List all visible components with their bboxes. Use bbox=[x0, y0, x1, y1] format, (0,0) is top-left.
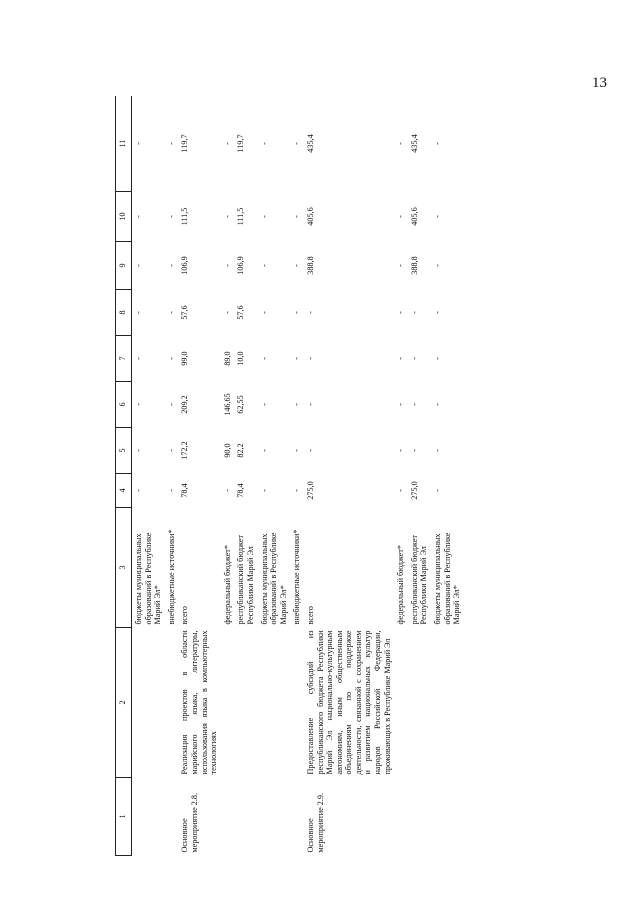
cell-source: бюджеты муниципальных образований в Республике Марий Эл* bbox=[259, 532, 288, 625]
cell-value: 435,4 bbox=[409, 134, 419, 153]
cell-value: - bbox=[259, 142, 269, 145]
cell-value: - bbox=[166, 142, 176, 145]
cell-value: 57,6 bbox=[180, 305, 190, 320]
cell-value: - bbox=[396, 311, 406, 314]
cell-description: Предоставление субсидий из республиканского бюджета Республики Марий Эл национально-культурным автономиям, иным общественным объединениям по поддержке деятельности, связанной с сохранением и развитием национальных культур народов Российской Федерации, проживающих в Республике Марий Эл bbox=[305, 630, 392, 775]
cell-value: - bbox=[409, 357, 419, 360]
cell-value: 82,2 bbox=[236, 443, 246, 458]
cell-value: - bbox=[433, 264, 443, 267]
header-row bbox=[116, 96, 132, 856]
cell-value: - bbox=[396, 215, 406, 218]
cell-value: - bbox=[222, 311, 232, 314]
cell-value: - bbox=[166, 489, 176, 492]
page-number: 13 bbox=[592, 75, 607, 91]
cell-value: - bbox=[305, 357, 315, 360]
col-header-1: 1 bbox=[116, 778, 132, 856]
cell-source: внебюджетные источники* bbox=[166, 529, 176, 625]
cell-activity bbox=[132, 778, 165, 856]
cell-activity: Основное мероприятие 2.8. bbox=[180, 792, 199, 853]
cell-value: - bbox=[305, 403, 315, 406]
cell-description bbox=[408, 628, 431, 778]
cell-value: - bbox=[433, 489, 443, 492]
cell-description bbox=[258, 628, 291, 778]
cell-value: 106,9 bbox=[180, 256, 190, 275]
table-row bbox=[178, 96, 220, 856]
cell-value: - bbox=[433, 142, 443, 145]
cell-activity bbox=[221, 778, 235, 856]
cell-source: республиканский бюджет Республики Марий Эл bbox=[236, 535, 255, 625]
cell-activity bbox=[408, 778, 431, 856]
cell-value: - bbox=[166, 311, 176, 314]
cell-activity bbox=[234, 778, 257, 856]
cell-value: - bbox=[166, 215, 176, 218]
cell-value: - bbox=[259, 215, 269, 218]
cell-source: бюджеты муниципальных образований в Республике Марий Эл* bbox=[134, 532, 163, 625]
cell-value: - bbox=[166, 449, 176, 452]
col-header-5: 5 bbox=[116, 428, 132, 474]
cell-source: бюджеты муниципальных образований в Республике Марий Эл* bbox=[433, 532, 462, 625]
col-header-9: 9 bbox=[116, 242, 132, 290]
cell-value: - bbox=[134, 449, 143, 452]
cell-value: - bbox=[305, 449, 315, 452]
cell-source: республиканский бюджет Республики Марий Эл bbox=[409, 535, 429, 625]
cell-value: - bbox=[396, 449, 406, 452]
cell-value: - bbox=[134, 142, 143, 145]
cell-value: - bbox=[433, 357, 443, 360]
cell-activity bbox=[394, 778, 408, 856]
cell-value: - bbox=[166, 403, 176, 406]
cell-value: - bbox=[222, 489, 232, 492]
cell-value: - bbox=[222, 215, 232, 218]
col-header-6: 6 bbox=[116, 382, 132, 428]
cell-value: 57,6 bbox=[236, 305, 246, 320]
cell-value: 209,2 bbox=[180, 395, 190, 414]
col-header-3: 3 bbox=[116, 508, 132, 628]
cell-value: - bbox=[259, 489, 269, 492]
cell-value: 146,65 bbox=[222, 393, 232, 416]
cell-value: - bbox=[259, 264, 269, 267]
cell-value: - bbox=[433, 403, 443, 406]
cell-description bbox=[431, 628, 464, 778]
cell-value: - bbox=[134, 489, 143, 492]
cell-value: - bbox=[396, 264, 406, 267]
cell-description: Реализация проектов в области марийского языка, литературы, использования языка в компьютерных технологиях bbox=[180, 630, 219, 775]
cell-activity bbox=[165, 778, 179, 856]
cell-activity bbox=[258, 778, 291, 856]
cell-value: 10,0 bbox=[236, 351, 246, 366]
cell-value: - bbox=[292, 264, 302, 267]
cell-value: 119,7 bbox=[236, 134, 246, 153]
cell-value: - bbox=[222, 264, 232, 267]
cell-value: 62,55 bbox=[236, 395, 246, 414]
cell-value: 90,0 bbox=[222, 443, 232, 458]
cell-value: - bbox=[433, 449, 443, 452]
cell-value: - bbox=[396, 489, 406, 492]
col-header-4: 4 bbox=[116, 474, 132, 508]
cell-value: 405,6 bbox=[305, 207, 315, 226]
cell-activity bbox=[431, 778, 464, 856]
cell-description bbox=[165, 628, 179, 778]
cell-description bbox=[290, 628, 304, 778]
cell-value: - bbox=[259, 403, 269, 406]
cell-source: федеральный бюджет* bbox=[222, 545, 232, 625]
cell-value: 275,0 bbox=[409, 481, 419, 500]
cell-description bbox=[221, 628, 235, 778]
cell-value: 388,8 bbox=[305, 256, 315, 275]
cell-value: - bbox=[166, 357, 176, 360]
cell-value: - bbox=[396, 403, 406, 406]
cell-description bbox=[234, 628, 257, 778]
cell-description bbox=[132, 628, 165, 778]
cell-value: - bbox=[166, 264, 176, 267]
cell-value: 435,4 bbox=[305, 134, 315, 153]
cell-value: - bbox=[222, 142, 232, 145]
cell-value: - bbox=[433, 215, 443, 218]
financing-table bbox=[115, 96, 464, 856]
cell-value: - bbox=[292, 142, 302, 145]
col-header-8: 8 bbox=[116, 290, 132, 336]
cell-value: - bbox=[409, 449, 419, 452]
cell-value: - bbox=[134, 357, 143, 360]
col-header-2: 2 bbox=[116, 628, 132, 778]
cell-value: - bbox=[259, 449, 269, 452]
cell-value: - bbox=[396, 357, 406, 360]
col-header-7: 7 bbox=[116, 336, 132, 382]
cell-value: - bbox=[433, 311, 443, 314]
cell-value: 106,9 bbox=[236, 256, 246, 275]
cell-value: 78,4 bbox=[236, 483, 246, 498]
cell-value: 78,4 bbox=[180, 483, 190, 498]
cell-value: - bbox=[396, 142, 406, 145]
table-row bbox=[290, 96, 304, 856]
cell-source: федеральный бюджет* bbox=[396, 545, 406, 625]
cell-value: - bbox=[292, 403, 302, 406]
cell-value: - bbox=[292, 489, 302, 492]
cell-value: - bbox=[292, 311, 302, 314]
table-row bbox=[132, 96, 165, 856]
cell-value: 111,5 bbox=[236, 207, 246, 226]
cell-value: - bbox=[292, 449, 302, 452]
cell-value: 275,0 bbox=[305, 481, 315, 500]
cell-value: - bbox=[134, 264, 143, 267]
cell-value: 405,6 bbox=[409, 207, 419, 226]
cell-value: 99,0 bbox=[180, 351, 190, 366]
cell-value: 388,8 bbox=[409, 256, 419, 275]
cell-source: внебюджетные источники* bbox=[292, 529, 302, 625]
cell-value: - bbox=[259, 311, 269, 314]
cell-value: - bbox=[292, 215, 302, 218]
cell-value: - bbox=[259, 357, 269, 360]
col-header-10: 10 bbox=[116, 192, 132, 242]
rotated-table-container bbox=[115, 96, 535, 856]
cell-value: 172,2 bbox=[180, 441, 190, 460]
cell-activity bbox=[290, 778, 304, 856]
table-row bbox=[258, 96, 291, 856]
table-row bbox=[234, 96, 257, 856]
cell-source: всего bbox=[305, 606, 315, 625]
cell-description bbox=[394, 628, 408, 778]
cell-value: 119,7 bbox=[180, 134, 190, 153]
cell-value: - bbox=[134, 215, 143, 218]
cell-value: 89,0 bbox=[222, 351, 232, 366]
table-row bbox=[431, 96, 464, 856]
table-row bbox=[304, 96, 394, 856]
cell-value: - bbox=[409, 403, 419, 406]
table-viewport bbox=[115, 96, 535, 856]
cell-source: всего bbox=[180, 606, 190, 625]
cell-value: - bbox=[134, 403, 143, 406]
cell-value: 111,5 bbox=[180, 207, 190, 226]
cell-activity: Основное мероприятие 2.9. bbox=[305, 792, 325, 853]
cell-value: - bbox=[134, 311, 143, 314]
col-header-11: 11 bbox=[116, 96, 132, 192]
cell-value: - bbox=[292, 357, 302, 360]
table-row bbox=[165, 96, 179, 856]
table-row bbox=[221, 96, 235, 856]
table-row bbox=[408, 96, 431, 856]
table-row bbox=[394, 96, 408, 856]
cell-value: - bbox=[305, 311, 315, 314]
cell-value: - bbox=[409, 311, 419, 314]
